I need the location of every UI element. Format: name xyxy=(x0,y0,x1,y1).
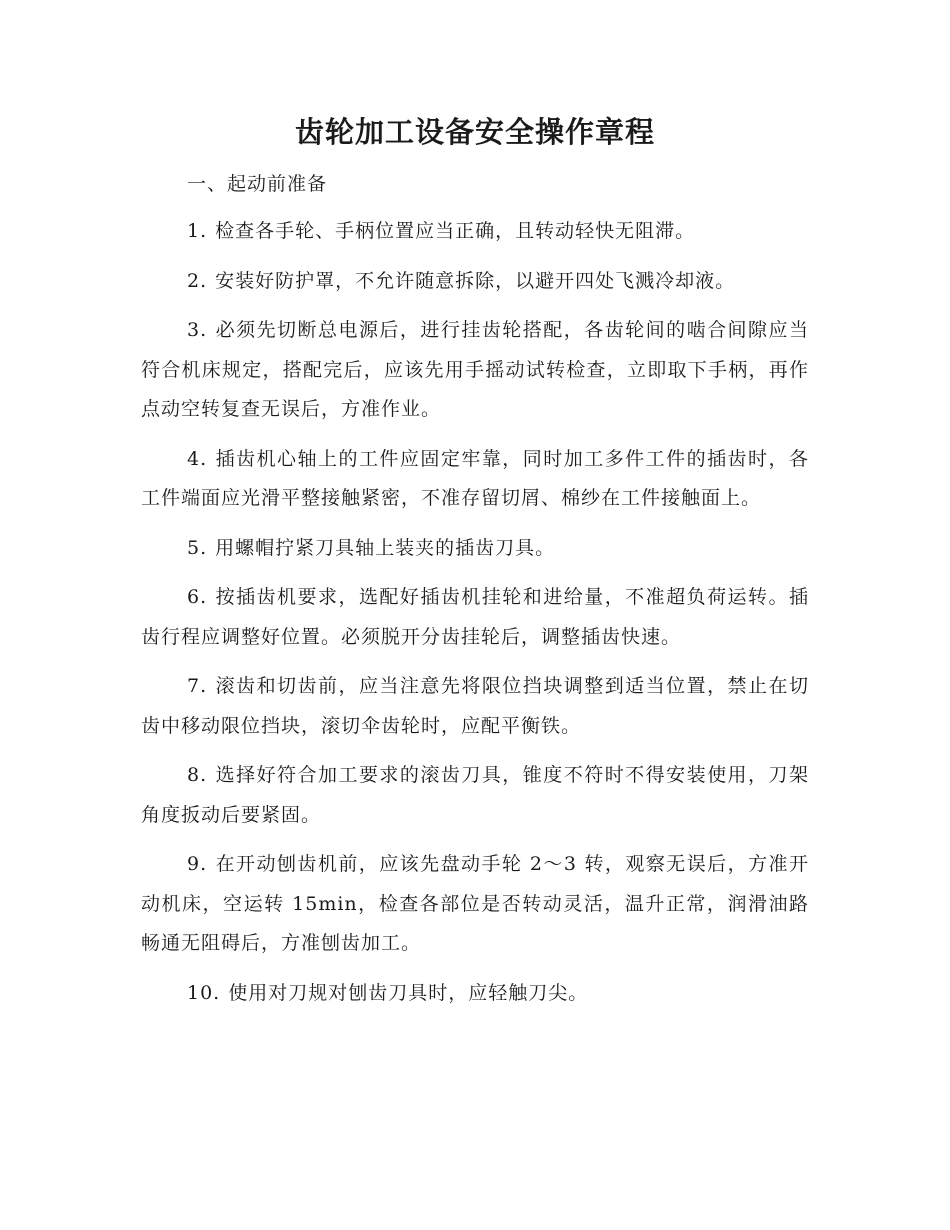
list-item xyxy=(141,756,809,835)
list-item xyxy=(141,578,809,657)
section-heading: 一、起动前准备 xyxy=(187,173,328,195)
item-text: 选择好符合加工要求的滚齿刀具，锥度不符时不得安装使用，刀架角度扳动后要紧固。 xyxy=(141,764,809,826)
item-text: 检查各手轮、手柄位置应当正确，且转动轻快无阻滞。 xyxy=(215,220,696,242)
list-item xyxy=(141,667,809,746)
list-item xyxy=(141,529,809,569)
item-number: 8. xyxy=(187,764,208,786)
item-number: 6. xyxy=(187,586,208,608)
item-text: 滚齿和切齿前，应当注意先将限位挡块调整到适当位置，禁止在切齿中移动限位挡块，滚切伞齿轮时，应配平衡铁。 xyxy=(141,675,809,737)
list-item xyxy=(141,212,809,252)
list-item xyxy=(141,262,809,302)
item-number: 3. xyxy=(187,319,208,341)
item-text: 在开动刨齿机前，应该先盘动手轮 2～3 转，观察无误后，方准开动机床，空运转 15min，检查各部位是否转动灵活，温升正常，润滑油路畅通无阻碍后，方准刨齿加工。 xyxy=(141,853,809,954)
item-text: 安装好防护罩，不允许随意拆除，以避开四处飞溅冷却液。 xyxy=(215,269,736,292)
item-text: 用螺帽拧紧刀具轴上装夹的插齿刀具。 xyxy=(215,536,556,559)
document-title: 齿轮加工设备安全操作章程 xyxy=(294,115,655,149)
list-item xyxy=(141,845,809,964)
item-number: 1. xyxy=(187,220,208,242)
item-number: 2. xyxy=(187,269,208,292)
list-item xyxy=(141,440,809,519)
item-number: 4. xyxy=(187,447,208,470)
item-text: 按插齿机要求，选配好插齿机挂轮和进给量，不准超负荷运转。插齿行程应调整好位置。必须脱开分齿挂轮后，调整插齿快速。 xyxy=(141,586,809,648)
document-body xyxy=(141,166,809,1013)
list-item xyxy=(141,974,809,1014)
list-item xyxy=(141,311,809,430)
item-number: 10. xyxy=(187,981,221,1004)
item-number: 7. xyxy=(187,675,208,697)
item-text: 插齿机心轴上的工件应固定牢靠，同时加工多件工件的插齿时，各工件端面应光滑平整接触紧密，不准存留切屑、棉纱在工件接触面上。 xyxy=(141,447,809,509)
item-text: 必须先切断总电源后，进行挂齿轮搭配，各齿轮间的啮合间隙应当符合机床规定，搭配完后，应该先用手摇动试转检查，立即取下手柄，再作点动空转复查无误后，方准作业。 xyxy=(141,319,809,420)
item-number: 9. xyxy=(187,853,208,875)
item-text: 使用对刀规对刨齿刀具时，应轻触刀尖。 xyxy=(228,981,589,1004)
item-number: 5. xyxy=(187,536,208,559)
